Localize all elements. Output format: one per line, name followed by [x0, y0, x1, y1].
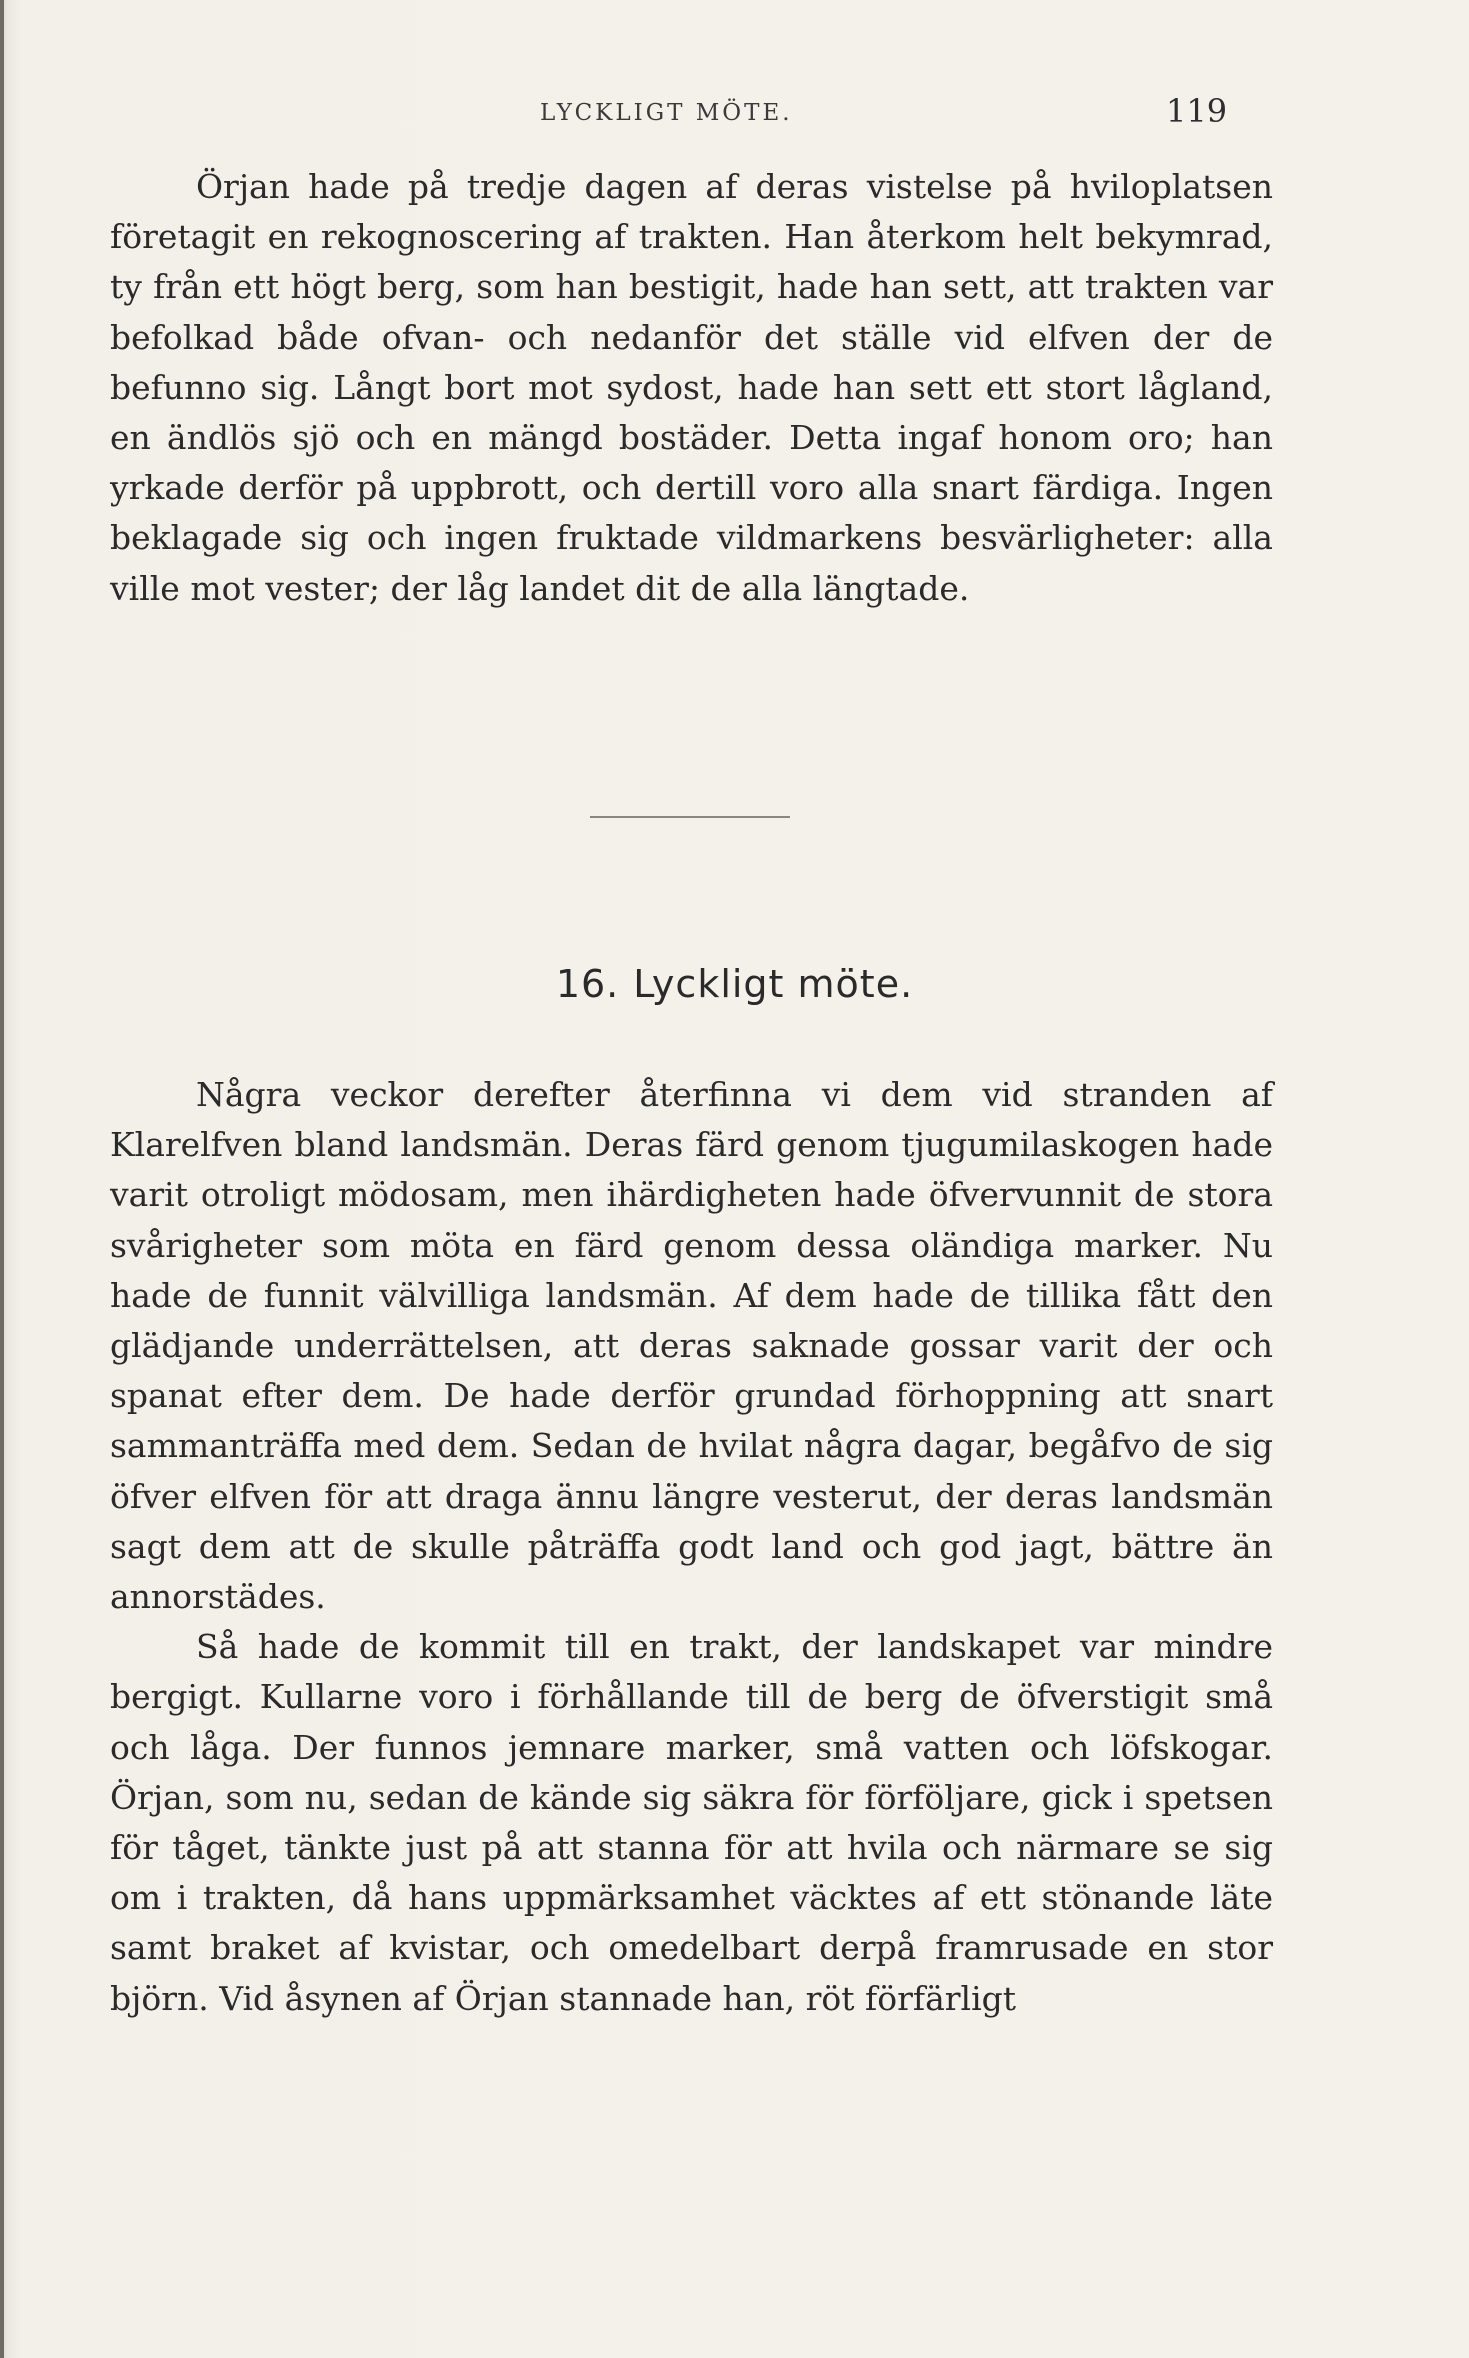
paragraph: Några veckor derefter återfinna vi dem vid stranden af Klarelfven bland landsmän. Deras färd genom tjugumilaskogen hade varit otroligt mödosam, men ihärdigheten hade öfvervunnit de stora svårigheter som möta en färd genom dessa oländiga marker. Nu hade de funnit välvilliga landsmän. Af dem hade de tillika fått den glädjande underrättelsen, att deras saknade gossar varit der och spanat efter dem. De hade derför grundad förhoppning att snart sammanträffa med dem. Sedan de hvilat några dagar, begåfvo de sig öfver elfven för att draga ännu längre vesterut, der deras landsmän sagt dem att de skulle påträffa godt land och god jagt, bättre än annorstädes. [110, 1075, 1273, 1617]
paragraph: Örjan hade på tredje dagen af deras vistelse på hviloplatsen företagit en rekognoscering af trakten. Han återkom helt bekymrad, ty från ett högt berg, som han bestigit, hade han sett, att trakten var befolkad både ofvan- och nedanför det ställe vid elfven der de befunno sig. Långt bort mot sydost, hade han sett ett stort lågland, en ändlös sjö och en mängd bostäder. Detta ingaf honom oro; han yrkade derför på uppbrott, och dertill voro alla snart färdiga. Ingen beklagade sig och ingen fruktade vildmarkens besvärligheter: alla ville mot vester; der låg landet dit de alla längtade. [110, 167, 1273, 608]
chapter-heading [0, 962, 1469, 1006]
binding-edge [0, 0, 4, 2358]
page-header [0, 92, 1469, 132]
section-divider [590, 816, 790, 818]
running-title: LYCKLIGT MÖTE. [540, 100, 793, 126]
text-block-chapter-body [110, 1070, 1273, 2024]
chapter-number: 16. [555, 962, 620, 1006]
page-number: 119 [1166, 92, 1228, 130]
paragraph: Så hade de kommit till en trakt, der landskapet var mindre bergigt. Kullarne voro i förhållande till de berg de öfverstigit små och låga. Der funnos jemnare marker, små vatten och löfskogar. Örjan, som nu, sedan de kände sig säkra för förföljare, gick i spetsen för tåget, tänkte just på att stanna för att hvila och närmare se sig om i trakten, då hans uppmärksamhet väcktes af ett stönande läte samt braket af kvistar, och omedelbart derpå framrusade en stor björn. Vid åsynen af Örjan stannade han, röt förfärligt [110, 1627, 1273, 2018]
text-block-before-chapter [110, 162, 1273, 614]
chapter-title: Lyckligt möte. [633, 962, 914, 1006]
